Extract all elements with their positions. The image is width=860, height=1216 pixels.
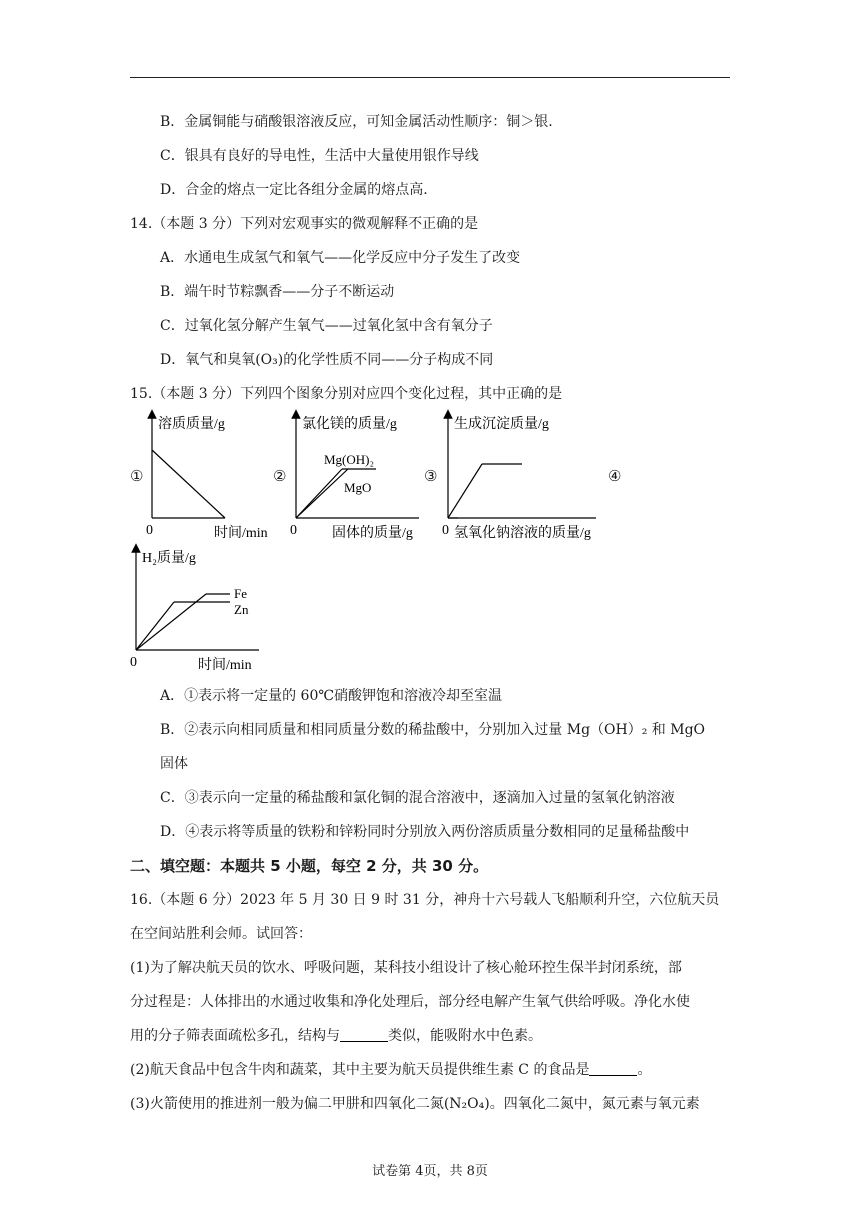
q14-option-a: A．水通电生成氢气和氧气——化学反应中分子发生了改变	[160, 250, 521, 266]
q16-part3: (3)火箭使用的推进剂一般为偏二甲肼和四氧化二氮(N₂O₄)。四氧化二氮中，氮元素与氧元素	[130, 1096, 700, 1112]
graph-3	[436, 408, 611, 543]
x-axis-label: 氢氧化钠溶液的质量/g	[454, 526, 591, 541]
q13-option-b: B．金属铜能与硝酸银溶液反应，可知金属活动性顺序：铜＞银.	[160, 114, 553, 130]
x-axis-label: 时间/min	[214, 526, 268, 541]
series-label-mgo: MgO	[344, 480, 372, 495]
q16-part2	[130, 1060, 651, 1080]
series-label-zn: Zn	[234, 602, 249, 617]
answer-blank-1[interactable]	[340, 1027, 388, 1042]
q16-part1-c-pre: 用的分子筛表面疏松多孔，结构与	[130, 1028, 340, 1044]
q15-option-b: B．②表示向相同质量和相同质量分数的稀盐酸中，分别加入过量 Mg（OH）₂ 和 MgO	[160, 722, 706, 738]
q14-stem: 14.（本题 3 分）下列对宏观事实的微观解释不正确的是	[130, 216, 479, 232]
page-footer: 试卷第 4页，共 8页	[372, 1164, 488, 1179]
q15-option-d: D．④表示将等质量的铁粉和锌粉同时分别放入两份溶质质量分数相同的足量稀盐酸中	[160, 824, 690, 840]
series-label-fe: Fe	[234, 586, 247, 601]
graph-2	[284, 408, 434, 543]
series-label-mgoh2: Mg(OH)₂	[324, 452, 375, 467]
y-axis-label: 氯化镁的质量/g	[302, 417, 397, 432]
q16-part1-b: 分过程是：人体排出的水通过收集和净化处理后，部分经电解产生氧气供给呼吸。净化水使	[130, 994, 690, 1010]
section-heading: 二、填空题：本题共 5 小题，每空 2 分，共 30 分。	[130, 857, 489, 875]
curve-mgo	[296, 469, 348, 518]
q16-part1-c	[130, 1026, 542, 1046]
x-axis-label: 固体的质量/g	[332, 526, 413, 541]
graph-4	[124, 542, 274, 674]
curve-mgoh2	[296, 469, 342, 518]
q15-option-a: A．①表示将一定量的 60℃硝酸钾饱和溶液冷却至室温	[160, 688, 503, 704]
y-axis-label: 生成沉淀质量/g	[454, 417, 549, 432]
curve-fe-rise	[136, 594, 206, 650]
graph-1	[140, 408, 280, 543]
q15-option-c: C．③表示向一定量的稀盐酸和氯化铜的混合溶液中，逐滴加入过量的氢氧化钠溶液	[160, 790, 675, 806]
curve-zn-rise	[136, 602, 174, 650]
graph-marker-3: ③	[424, 467, 438, 485]
q14-option-c: C．过氧化氢分解产生氧气——过氧化氢中含有氧分子	[160, 318, 493, 334]
curve-solute	[152, 450, 225, 518]
origin-label: 0	[290, 523, 297, 538]
header-rule	[130, 77, 730, 78]
q16-part1-c-post: 类似，能吸附水中色素。	[388, 1028, 542, 1044]
q13-option-d: D．合金的熔点一定比各组分金属的熔点高.	[160, 182, 428, 198]
q15-stem: 15.（本题 3 分）下列四个图象分别对应四个变化过程，其中正确的是	[130, 386, 563, 402]
graph-marker-1: ①	[130, 467, 144, 485]
curve-rise	[448, 464, 482, 518]
origin-label: 0	[442, 523, 449, 538]
q13-option-c: C．银具有良好的导电性，生活中大量使用银作导线	[160, 148, 479, 164]
answer-blank-2[interactable]	[589, 1061, 637, 1076]
x-axis-label: 时间/min	[198, 658, 252, 673]
q16-stem-2: 在空间站胜利会师。试回答：	[130, 926, 312, 942]
y-axis-label: 溶质质量/g	[158, 417, 225, 432]
origin-label: 0	[130, 655, 137, 670]
q16-part2-post: 。	[637, 1062, 652, 1078]
q16-part1-a: (1)为了解决航天员的饮水、呼吸问题，某科技小组设计了核心舱环控生保半封闭系统，部	[130, 960, 682, 976]
q16-part2-pre: (2)航天食品中包含牛肉和蔬菜，其中主要为航天员提供维生素 C 的食品是	[130, 1062, 590, 1078]
y-axis-label: H₂质量/g	[142, 551, 196, 566]
q15-option-b-cont: 固体	[160, 756, 188, 772]
graph-marker-4: ④	[608, 467, 622, 485]
q14-option-d: D．氧气和臭氧(O₃)的化学性质不同——分子构成不同	[160, 352, 494, 368]
q14-option-b: B．端午时节粽飘香——分子不断运动	[160, 284, 395, 300]
origin-label: 0	[146, 523, 153, 538]
q16-stem-1: 16.（本题 6 分）2023 年 5 月 30 日 9 时 31 分，神舟十六号载人飞船顺利升空，六位航天员	[130, 892, 720, 908]
graph-marker-2: ②	[273, 467, 287, 485]
